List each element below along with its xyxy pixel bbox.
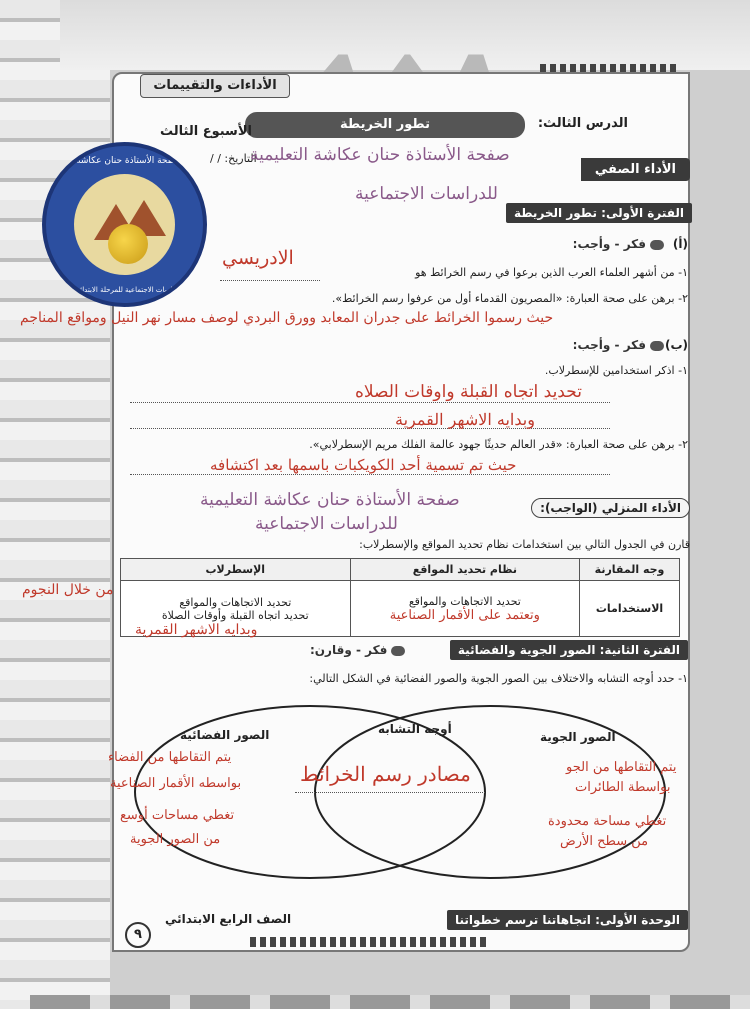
table-header-cell: وجه المقارنة xyxy=(580,559,680,581)
lesson-title: تطور الخريطة xyxy=(245,112,525,138)
watermark-line1-mid: صفحة الأستاذة حنان عكاشة التعليمية xyxy=(200,490,460,510)
logo-text-top: صفحة الأستاذة حنان عكاشة xyxy=(76,156,180,166)
think-answer-a xyxy=(573,237,664,251)
footer-grade: الصف الرابع الابتدائي xyxy=(165,912,292,926)
classwork-label: الأداء الصفي xyxy=(581,158,690,181)
page-number: ٩ xyxy=(125,922,151,948)
date-value: / / xyxy=(210,152,221,165)
period1-title: الفترة الأولى: تطور الخريطة xyxy=(506,203,692,223)
astro-printed-1: تحديد الاتجاهات والمواقع xyxy=(179,595,292,609)
logo-text-bottom: الدراسات الاجتماعية للمرحلة الابتدائية xyxy=(74,286,184,294)
header-tab: الأداءات والتقييمات xyxy=(140,74,290,98)
space-label: الصور الفضائية xyxy=(180,728,270,742)
table-header-cell: نظام تحديد المواقع xyxy=(350,559,580,581)
question-b1: ١- اذكر استخدامين للإسطرلاب. xyxy=(544,364,688,377)
question-a2: ٢- برهن على صحة العبارة: «المصريون القدماء أول من عرفوا رسم الخرائط». xyxy=(331,292,688,305)
think-icon xyxy=(650,240,664,250)
lesson-label: الدرس الثالث: xyxy=(537,116,628,131)
part-a-label: (أ) xyxy=(672,237,688,251)
answer-a2: حيث رسموا الخرائط على جدران المعابد وورق البردي لوصف مسار نهر النيل ومواقع المناجم xyxy=(20,310,554,326)
watermark-line1: صفحة الأستاذة حنان عكاشة التعليمية xyxy=(250,145,510,165)
space-3: تغطي مساحات أوسع xyxy=(120,808,235,823)
table-row-label: الاستخدامات xyxy=(580,581,680,637)
date-label-text: التاريخ: xyxy=(224,152,257,165)
watermark-line2-mid: للدراسات الاجتماعية xyxy=(255,514,398,534)
think-answer-b xyxy=(573,338,664,352)
question-a1: ١- من أشهر العلماء العرب الذين برعوا في رسم الخرائط هو xyxy=(415,266,688,279)
homework-label: الأداء المنزلي (الواجب): xyxy=(531,498,690,518)
table-header-cell: الإسطرلاب xyxy=(121,559,351,581)
aerial-2: بواسطة الطائرات xyxy=(575,780,671,795)
part-b-label: (ب) xyxy=(664,338,688,352)
answer-b1-2: وبدايه الاشهر القمرية xyxy=(395,410,535,429)
watermark-line2: للدراسات الاجتماعية xyxy=(355,184,498,204)
gps-answer: وتعتمد على الأقمار الصناعية xyxy=(389,607,540,623)
similarity-answer: مصادر رسم الخرائط xyxy=(300,762,471,786)
footer-unit: الوحدة الأولى: اتجاهاتنا ترسم خطواتنا xyxy=(447,910,688,930)
answer-line xyxy=(295,792,485,793)
period2-instruction: ١- حدد أوجه التشابه والاختلاف بين الصور الجوية والصور الفضائية في الشكل التالي: xyxy=(309,672,688,685)
aerial-1: يتم التقاطها من الجو xyxy=(566,760,677,775)
scan-background-bottom xyxy=(30,995,750,1009)
globe-icon xyxy=(108,224,148,264)
answer-line xyxy=(130,402,610,403)
answer-b2: حيث تم تسمية أحد الكويكبات باسمها بعد اكتشافه xyxy=(210,456,517,474)
aerial-4: من سطح الأرض xyxy=(560,834,649,849)
think-compare-text: فكر - وقارن: xyxy=(310,643,388,657)
astro-answer-2: وبدايه الاشهر القمرية xyxy=(135,622,258,638)
similarity-label: أوجه التشابه xyxy=(378,722,452,736)
space-2: بواسطه الأقمار الصناعية xyxy=(110,776,242,791)
think-answer-text: فكر - وأجب: xyxy=(572,338,646,352)
bottom-ornament xyxy=(250,937,490,947)
space-4: من الصور الجوية xyxy=(130,832,221,847)
period2-title: الفترة الثانية: الصور الجوية والفضائية xyxy=(450,640,688,660)
answer-a1: الادريسي xyxy=(222,247,294,269)
question-b2: ٢- برهن على صحة العبارة: «قدر العالم حديثًا جهود عالمة الفلك مريم الإسطرلابي». xyxy=(309,438,688,451)
answer-line xyxy=(220,280,320,281)
week-label: الأسبوع الثالث xyxy=(160,124,252,139)
think-answer-text: فكر - وأجب: xyxy=(572,237,646,251)
teacher-logo xyxy=(42,142,207,307)
aerial-label: الصور الجوية xyxy=(540,730,616,744)
think-compare xyxy=(310,643,405,657)
astro-printed-2: تحديد اتجاه القبلة وأوقات الصلاة xyxy=(161,608,309,622)
space-1: يتم التقاطها من الفضاء xyxy=(108,750,232,765)
think-icon xyxy=(391,646,405,656)
aerial-3: تغطي مساحة محدودة xyxy=(548,814,667,829)
answer-line xyxy=(130,474,610,475)
gps-printed: تحديد الاتجاهات والمواقع xyxy=(408,594,521,608)
think-icon xyxy=(650,341,664,351)
answer-b1-1: تحديد اتجاه القبلة واوقات الصلاه xyxy=(355,382,582,402)
table-header-row xyxy=(121,559,680,581)
answer-line xyxy=(130,428,610,429)
table-cell-gps xyxy=(350,581,580,637)
homework-instruction: قارن في الجدول التالي بين استخدامات نظام تحديد المواقع والإسطرلاب: xyxy=(359,538,690,551)
astro-answer-1: من خلال النجوم xyxy=(22,582,114,598)
